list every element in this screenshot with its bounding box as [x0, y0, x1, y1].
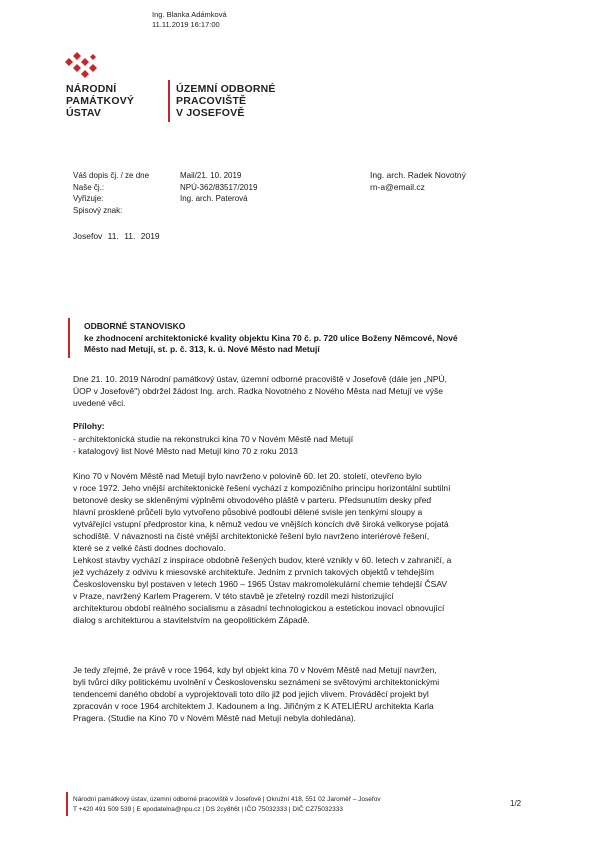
- office-name: [176, 83, 276, 119]
- subject-title: ODBORNÉ STANOVISKO: [84, 321, 186, 331]
- text-line: zpracován v roce 1964 architektem J. Kadounem a Ing. Jiřičným z K ATELIÉRU architekta Karla: [73, 701, 434, 711]
- signature-timestamp: 11.11.2019 16:17:00: [152, 20, 220, 29]
- text-line: v roce 1972. Jeho vnější architektonické řešení vychází z kompozičního principu horizontální subtilní: [73, 483, 451, 493]
- text-line: jež vycházely z odvivu k miesovské architektuře. Jedním z prvních takových objektů v tehdejším: [73, 567, 434, 577]
- text-line: Lehkost stavby vychází z inspirace obdobně řešených budov, které vznikly v 60. letech v zahraničí, a: [73, 555, 452, 565]
- attachment-item: - architektonická studie na rekonstrukci kina 70 v Novém Městě nad Metují: [73, 434, 354, 444]
- history-paragraph: [73, 470, 528, 626]
- text-line: Pragera. (Studie na Kino 70 v Novém Městě nad Metují nebyla dohledána).: [73, 713, 357, 723]
- footer: [73, 795, 381, 815]
- text-line: vytvářející vstupní předprostor kina, k němuž vedou ve vnějších koncích dvě široká velkoryse pojatá: [73, 519, 449, 529]
- institution-name: [66, 83, 134, 119]
- attachment-item: - katalogový list Nové Město nad Metují kino 70 z roku 2013: [73, 446, 298, 456]
- page-number: 1/2: [510, 799, 522, 808]
- intro-paragraph: [73, 373, 528, 409]
- reference-values: [180, 170, 257, 205]
- text-line: dialog s architekturou a stavitelstvím na geopolitickém Západě.: [73, 615, 310, 625]
- subject-accent-bar: [68, 318, 70, 358]
- text-line: ÚOP v Josefově") obdržel žádost Ing. arch. Radka Novotného z Nového Města nad Metují ve výše: [73, 386, 443, 396]
- text-line: schodiště. V návaznosti na čisté vnější architektonické řešení bylo navrženo interiérové řešení,: [73, 531, 430, 541]
- institution-divider: [168, 80, 170, 122]
- attachments-list: [73, 433, 353, 457]
- text-line: byli tvůrci díky politickému uvolnění v Československu seznámeni se světovými architektonickými: [73, 677, 440, 687]
- institution-name-line: PAMÁTKOVÝ: [66, 95, 135, 107]
- footer-accent-bar: [66, 792, 68, 816]
- npu-diamond-logo-icon: [63, 52, 103, 84]
- footer-address: Národní památkový ústav, územní odborné pracoviště v Josefově | Okružní 418, 551 02 Jaroměř – Josefov: [73, 796, 381, 803]
- conclusion-paragraph: [73, 664, 528, 724]
- institution-name-line: NÁRODNÍ: [66, 83, 117, 95]
- institution-name-line: ÚSTAV: [66, 107, 102, 119]
- text-line: betonové desky se skleněnými výplněmi obvodového pláště v parteru. Předsunutím desky před: [73, 495, 432, 505]
- ref-label: Vyřizuje:: [73, 194, 104, 203]
- office-name-line: V JOSEFOVĚ: [176, 107, 245, 119]
- office-name-line: ÚZEMNÍ ODBORNÉ: [176, 83, 276, 95]
- ref-value: Mail/21. 10. 2019: [180, 171, 242, 180]
- attachments-title: Přílohy:: [73, 421, 105, 431]
- subject-line: ke zhodnocení architektonické kvality objektu Kina 70 č. p. 720 ulice Boženy Němcové, Nové: [84, 332, 458, 343]
- text-line: tendencemi daného období a vyprojektovali toto dílo již pod jejich vlivem. Prováděcí projekt byl: [73, 689, 429, 699]
- signature-name: Ing. Blanka Adámková: [152, 10, 227, 19]
- text-line: které se z velké části dodnes dochovalo.: [73, 543, 226, 553]
- footer-contacts: T +420 491 509 539 | E epodatelna@npu.cz | DS 2cy8h6t | IČO 75032333 | DIČ CZ75032333: [73, 806, 343, 813]
- subject-line: Město nad Metují, st. p. č. 313, k. ú. Nové Město nad Metují: [84, 344, 320, 354]
- text-line: Československu byl postaven v letech 1960 – 1965 Ústav makromolekulární chemie tehdejší ČSAV: [73, 579, 448, 589]
- ref-label: Spisový znak:: [73, 205, 123, 215]
- text-line: hlavní prosklené průčelí bylo vytvořeno působivé podloubí dělené svisle jen tenkými sloupy a: [73, 507, 423, 517]
- text-line: uvedené věci.: [73, 398, 126, 408]
- recipient-block: [370, 170, 466, 193]
- ref-value: Ing. arch. Paterová: [180, 194, 248, 203]
- ref-label: Váš dopis čj. / ze dne: [73, 171, 150, 180]
- recipient-email[interactable]: rn-a@email.cz: [370, 181, 425, 192]
- place-date: Josefov 11. 11. 2019: [73, 231, 160, 241]
- text-line: Dne 21. 10. 2019 Národní památkový ústav, územní odborné pracoviště v Josefově (dále jen „NPÚ,: [73, 374, 448, 384]
- recipient-name: Ing. arch. Radek Novotný: [370, 170, 466, 180]
- reference-labels: [73, 170, 149, 216]
- text-line: Kino 70 v Novém Městě nad Metují bylo navrženo v polovině 60. let 20. století, otevřeno bylo: [73, 471, 422, 481]
- ref-label: Naše čj.:: [73, 182, 105, 192]
- text-line: architekturou období reálného socialismu a zásadní technologickou a estetickou inovací obnovující: [73, 603, 445, 613]
- ref-value: NPÚ-362/83517/2019: [180, 182, 258, 192]
- subject-block: [84, 321, 524, 356]
- office-name-line: PRACOVIŠTĚ: [176, 95, 247, 107]
- text-line: v Praze, navržený Karlem Pragerem. V této stavbě je zřetelný rozdíl mezi historizující: [73, 591, 394, 601]
- text-line: Je tedy zřejmé, že právě v roce 1964, kdy byl objekt kina 70 v Novém Městě nad Metují navržen,: [73, 665, 437, 675]
- electronic-signature: [152, 10, 227, 30]
